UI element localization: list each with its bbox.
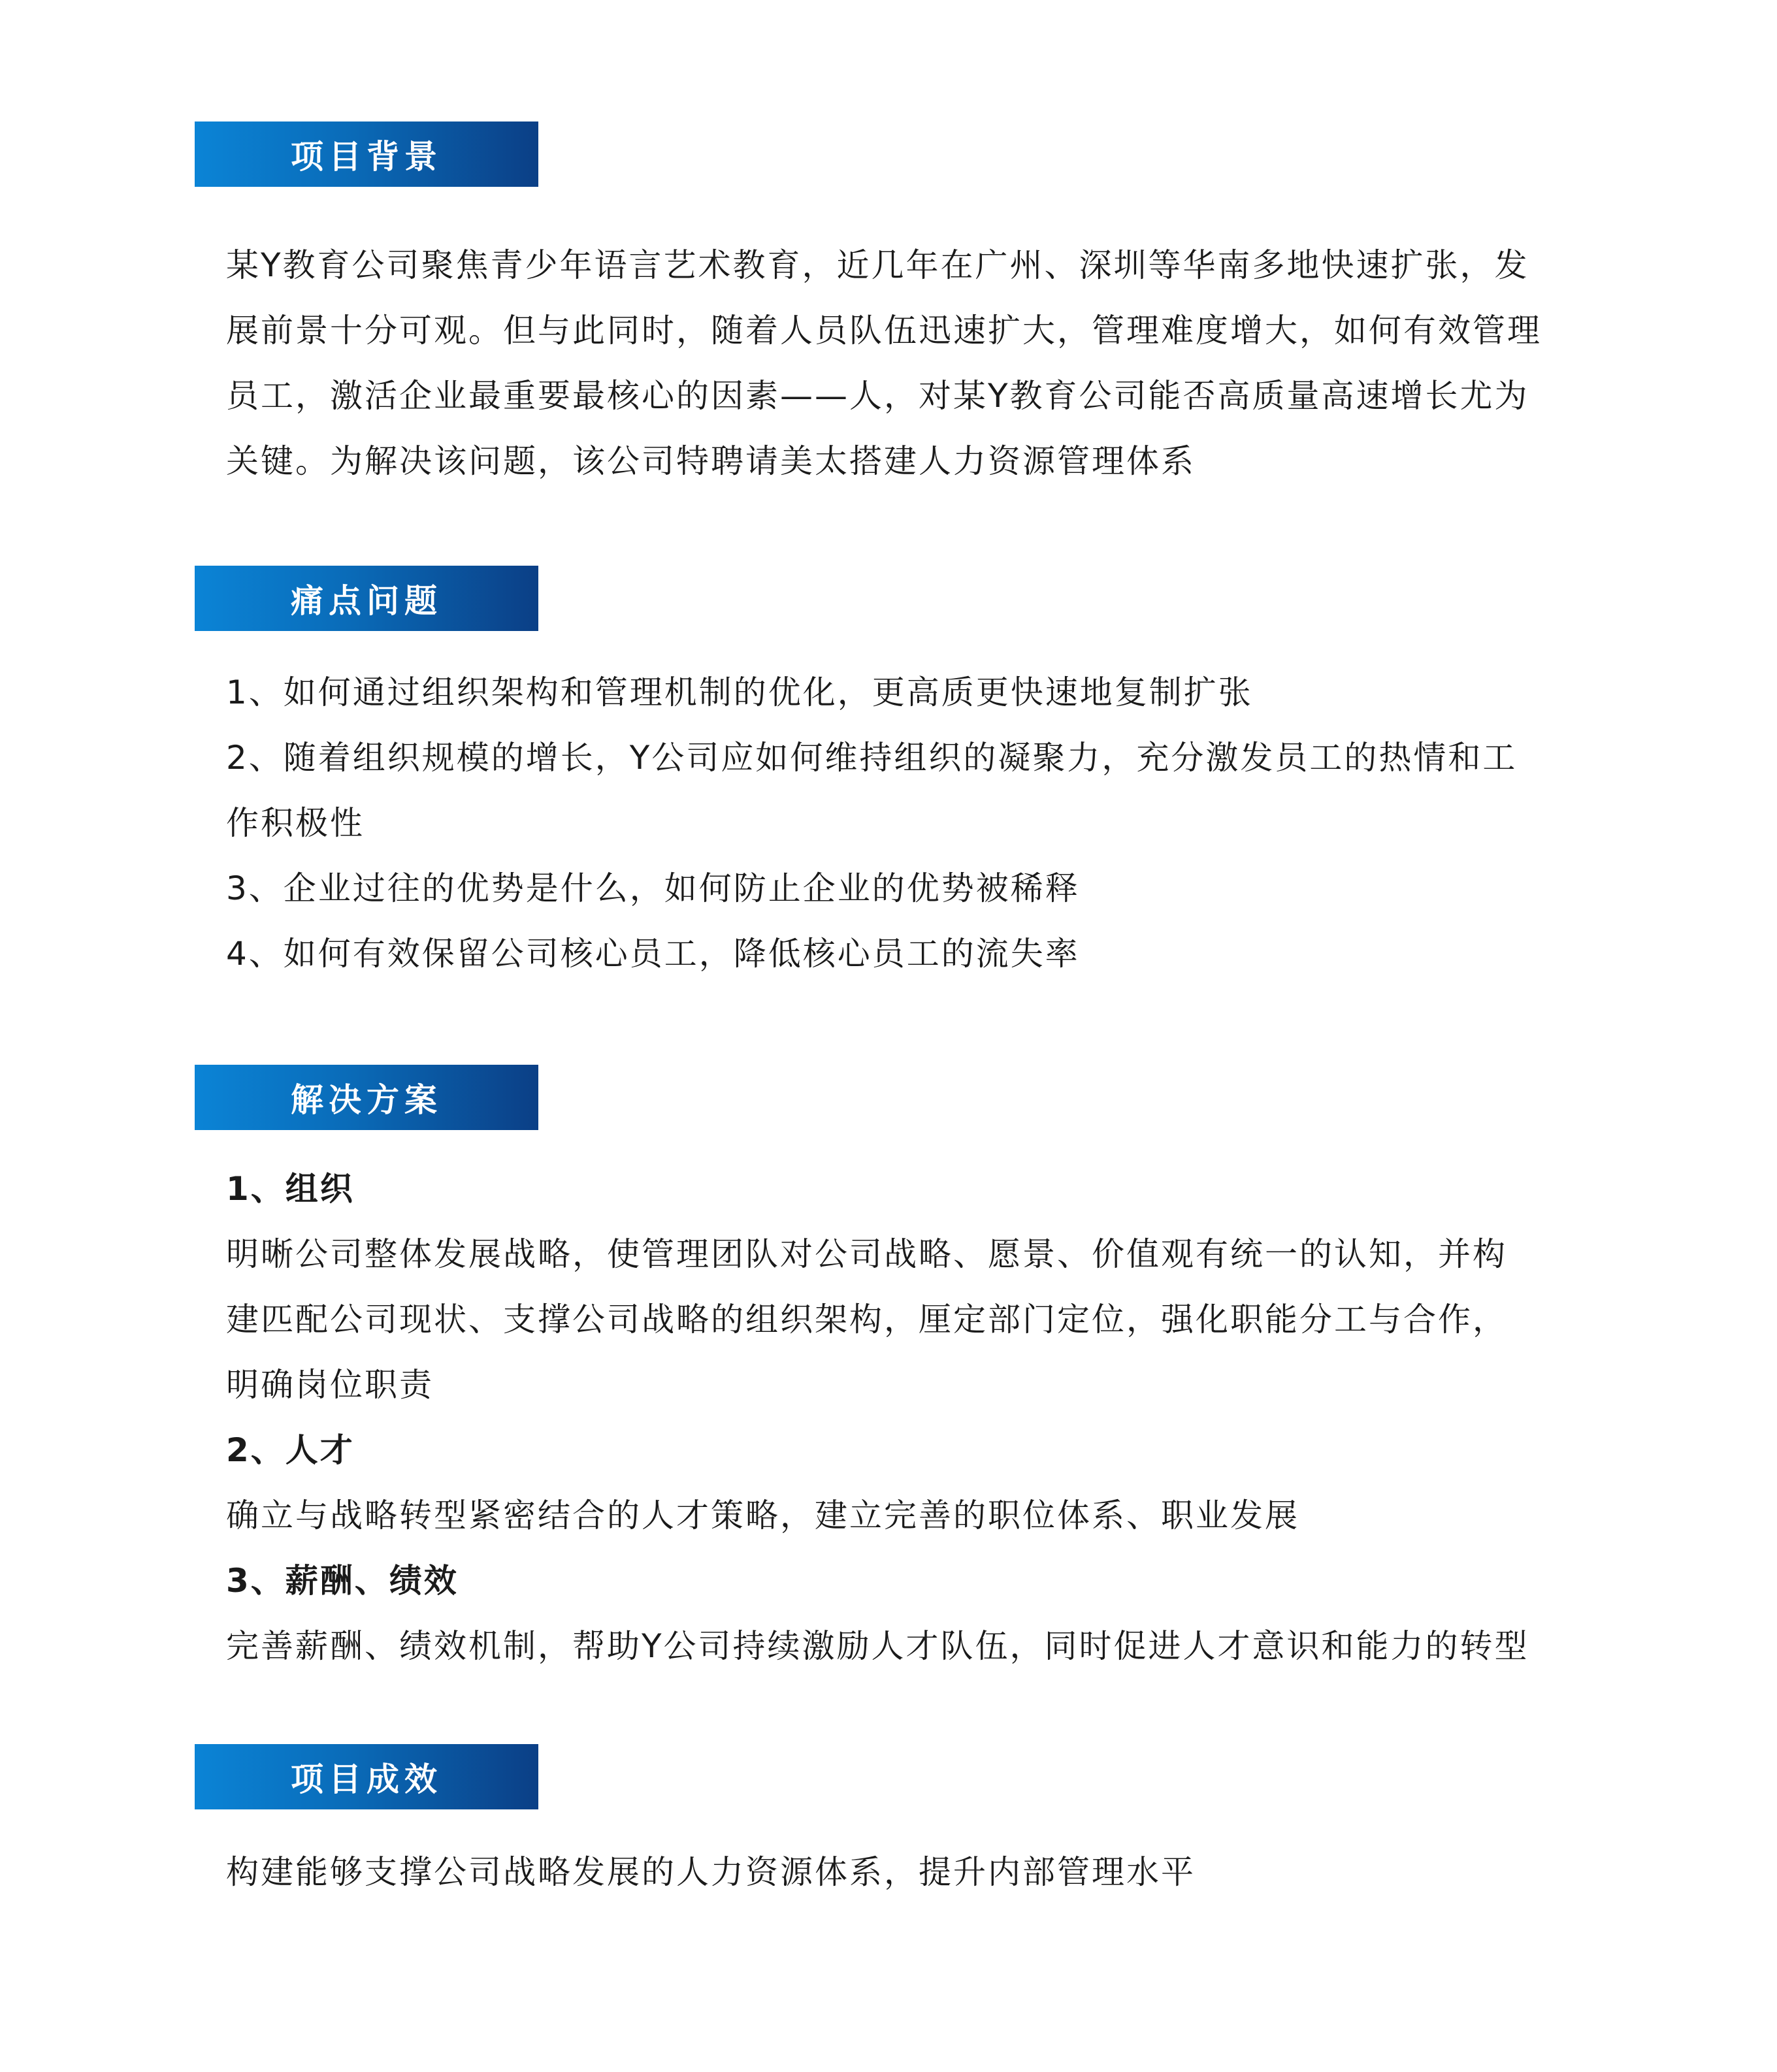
pain-point-item: 1、如何通过组织架构和管理机制的优化，更高质更快速地复制扩张 bbox=[226, 673, 1253, 711]
solution-line: 确立与战略转型紧密结合的人才策略，建立完善的职位体系、职业发展 bbox=[226, 1497, 1299, 1534]
pain-point-item: 2、随着组织规模的增长，Y公司应如何维持组织的凝聚力，充分激发员工的热情和工 bbox=[226, 739, 1518, 777]
background-line: 关键。为解决该问题，该公司特聘请美太搭建人力资源管理体系 bbox=[226, 442, 1196, 480]
section-header-results bbox=[195, 1744, 538, 1809]
results-paragraph bbox=[226, 1839, 1601, 1905]
pain-point-item: 4、如何有效保留公司核心员工，降低核心员工的流失率 bbox=[226, 935, 1080, 973]
section-title-results: 项目成效 bbox=[291, 1760, 442, 1798]
solution-subhead-compensation: 3、薪酬、绩效 bbox=[226, 1562, 459, 1600]
solution-line: 建匹配公司现状、支撑公司战略的组织架构，厘定部门定位，强化职能分工与合作， bbox=[226, 1301, 1507, 1338]
section-title-pain-points: 痛点问题 bbox=[291, 582, 442, 620]
solution-subhead-talent: 2、人才 bbox=[226, 1431, 355, 1469]
solution-line: 明晰公司整体发展战略，使管理团队对公司战略、愿景、价值观有统一的认知，并构 bbox=[226, 1235, 1507, 1273]
solution-line: 明确岗位职责 bbox=[226, 1366, 434, 1404]
pain-points-list bbox=[226, 660, 1601, 986]
background-paragraph bbox=[226, 233, 1601, 494]
section-header-pain-points bbox=[195, 566, 538, 631]
solution-content bbox=[226, 1156, 1601, 1679]
section-title-solution: 解决方案 bbox=[291, 1081, 442, 1119]
pain-point-item: 3、企业过往的优势是什么，如何防止企业的优势被稀释 bbox=[226, 869, 1080, 907]
background-line: 员工，激活企业最重要最核心的因素——人，对某Y教育公司能否高质量高速增长尤为 bbox=[226, 377, 1529, 415]
solution-line: 完善薪酬、绩效机制，帮助Y公司持续激励人才队伍，同时促进人才意识和能力的转型 bbox=[226, 1627, 1529, 1665]
section-header-background bbox=[195, 121, 538, 187]
results-line: 构建能够支撑公司战略发展的人力资源体系，提升内部管理水平 bbox=[226, 1853, 1196, 1891]
pain-point-item: 作积极性 bbox=[226, 804, 365, 842]
section-title-background: 项目背景 bbox=[291, 138, 442, 176]
background-line: 某Y教育公司聚焦青少年语言艺术教育，近几年在广州、深圳等华南多地快速扩张，发 bbox=[226, 246, 1529, 284]
background-line: 展前景十分可观。但与此同时，随着人员队伍迅速扩大，管理难度增大，如何有效管理 bbox=[226, 312, 1542, 349]
section-header-solution bbox=[195, 1065, 538, 1130]
solution-subhead-organization: 1、组织 bbox=[226, 1170, 355, 1208]
